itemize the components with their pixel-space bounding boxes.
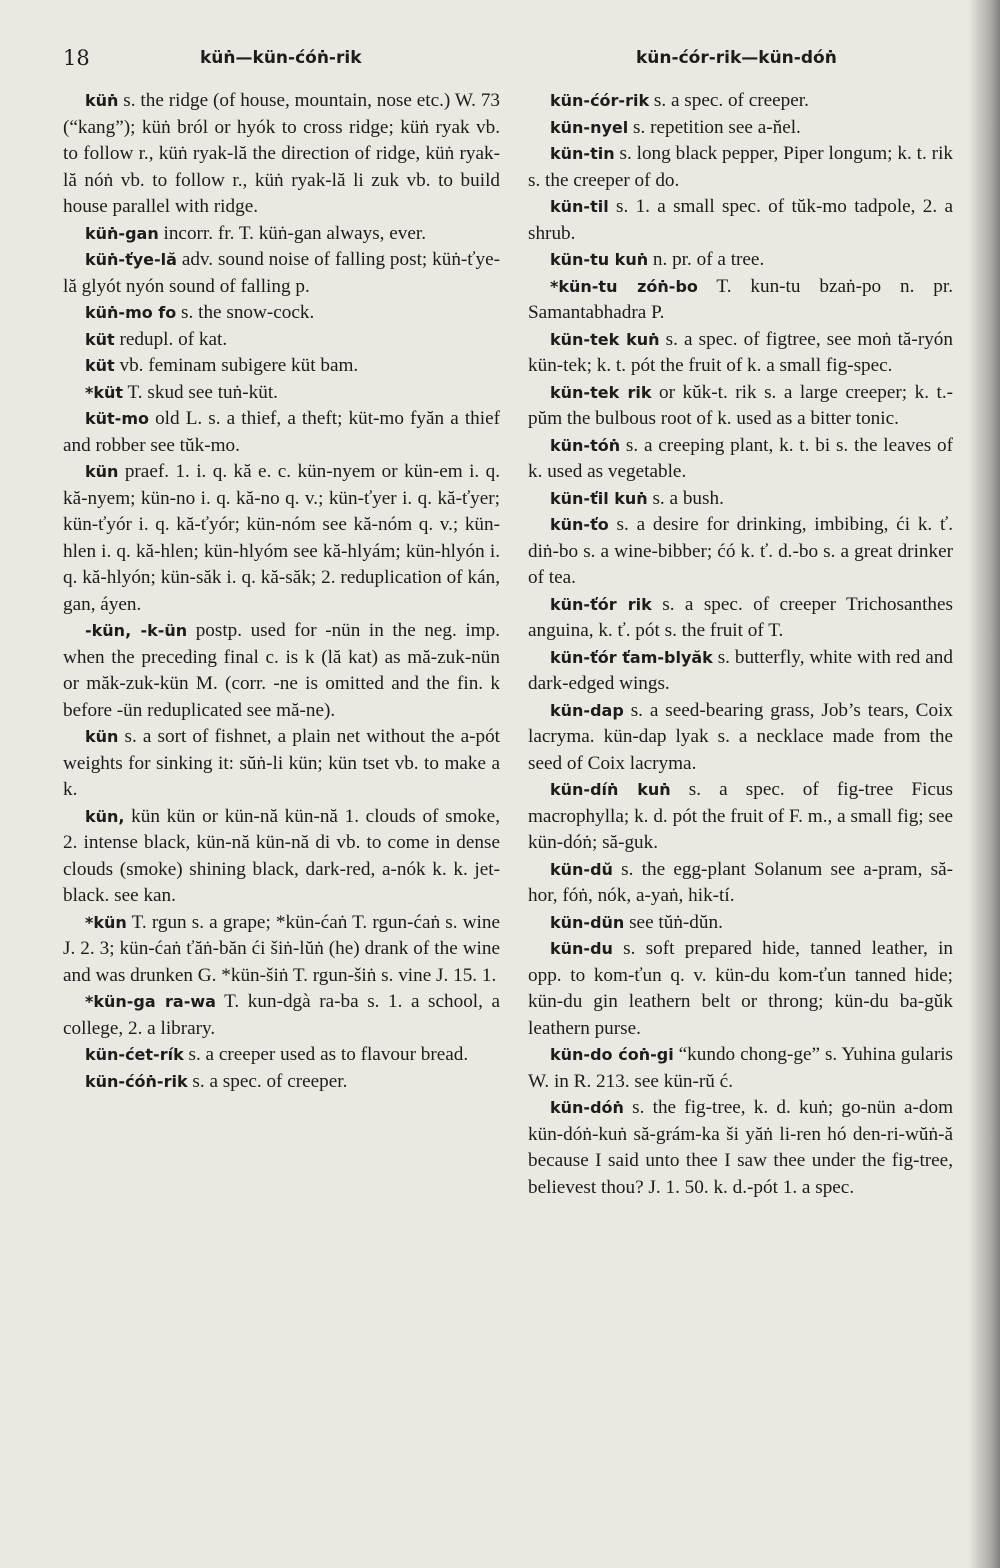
- entry-headword: kün-tóṅ: [550, 435, 621, 455]
- dictionary-entry: [63, 724, 500, 804]
- entry-definition: T. kun-tu bzaṅ-po n. pr. Samantabhadra P.: [528, 275, 953, 323]
- dictionary-entry: [528, 698, 953, 778]
- entry-headword: kün-ťil kuṅ: [550, 488, 648, 508]
- entry-definition: s. a spec. of fig-tree Ficus macrophylla; k. d. pót the fruit of F. m., a small fig; see kün-dóṅ; să-guk.: [528, 779, 953, 853]
- entry-headword: kün-díṅ kuṅ: [550, 780, 671, 799]
- entry-definition: s. a seed-bearing grass, Job’s tears, Coix lacryma. kün-dap lyak s. a necklace made from the seed of Coix lacryma.: [528, 699, 953, 774]
- page-header: [0, 46, 1000, 82]
- dictionary-entry: [528, 380, 953, 433]
- entry-definition: T. skud see tuṅ-küt.: [127, 381, 278, 403]
- dictionary-entry: [528, 936, 953, 1042]
- entry-definition: s. a sort of fishnet, a plain net without the a-pót weights for sinking it: sŭṅ-li kün; kün tset vb. to make a k.: [63, 726, 500, 800]
- dictionary-entry: [528, 777, 953, 857]
- entry-definition: incorr. fr. T. küṅ-gan always, ever.: [163, 222, 427, 244]
- dictionary-entry: [63, 989, 500, 1042]
- dictionary-entry: [528, 141, 953, 194]
- entry-headword: kün-ťór rik: [550, 594, 652, 614]
- dictionary-entry: [528, 512, 953, 592]
- dictionary-entry: [528, 1042, 953, 1095]
- dictionary-entry: [528, 433, 953, 486]
- right-column: [528, 88, 953, 1201]
- entry-headword: *kün-ga ra-wa: [85, 992, 216, 1011]
- dictionary-entry: [528, 115, 953, 142]
- entry-headword: kün-tek kuṅ: [550, 329, 660, 349]
- entry-definition: redupl. of kat.: [119, 328, 228, 350]
- entry-headword: kün-tin: [550, 144, 615, 163]
- entry-headword: *kün-tu zóṅ-bo: [550, 276, 698, 296]
- dictionary-entry: [528, 1095, 953, 1201]
- entry-definition: “kundo chong-ge” s. Yuhina gularis W. in R. 213. see kün-rŭ ć.: [528, 1044, 954, 1092]
- entry-headword: kün,: [85, 806, 125, 826]
- dictionary-entry: [63, 1042, 500, 1069]
- entry-headword: -kün, -k-ün: [85, 621, 188, 640]
- dictionary-entry: [528, 327, 953, 380]
- entry-definition: s. soft prepared hide, tanned leather, in opp. to kom-ťun q. v. kün-du kom-ťun tanned hide; kün-du gin leathern belt or throng; kün-du ba-gŭk leathern purse.: [528, 938, 954, 1039]
- entry-headword: kün-ťór ťam-blyăk: [550, 647, 713, 667]
- entry-definition: see tŭṅ-dŭn.: [629, 911, 723, 933]
- entry-definition: s. the fig-tree, k. d. kuṅ; go-nün a-dom kün-dóṅ-kuṅ să-grám-ka ši yăṅ li-ren hó den-ri-wŭṅ-ă because I said unto thee I saw thee under the fig-tree, believest thou? J. 1. 50. k. d.-pót 1. a spec.: [528, 1097, 953, 1198]
- dictionary-entry: [528, 910, 953, 937]
- entry-definition: praef. 1. i. q. kă e. c. kün-nyem or kün-em i. q. kă-nyem; kün-no i. q. kă-no q. v.; kün-ťyer i. q. kă-ťyer; kün-ťyór i. q. kă-ťyór; kün-nóm see kă-nóm q. v.; kün-hlen i. q. kă-hlen; kün-hlyóm see kă-hlyám; kün-hlyón i. q. kă-hlyón; kün-săk i. q. kă-săk; 2. reduplication of kán, gan, áyen.: [63, 461, 501, 615]
- running-head-right: kün-ćór-rik—kün-dóṅ: [636, 48, 837, 68]
- entry-headword: *küt: [85, 382, 124, 402]
- page-number: 18: [63, 46, 90, 70]
- entry-definition: s. a desire for drinking, imbibing, ći k. ť. diṅ-bo s. a wine-bibber; ćó k. ť. d.-bo s. a great drinker of tea.: [528, 514, 954, 588]
- dictionary-entry: [63, 804, 500, 910]
- entry-definition: s. repetition see a-ňel.: [633, 116, 801, 138]
- dictionary-entry: [528, 247, 953, 274]
- entry-headword: küṅ-mo fo: [85, 303, 177, 322]
- entry-headword: küṅ-gan: [85, 223, 159, 243]
- entry-definition: s. 1. a small spec. of tŭk-mo tadpole, 2. a shrub.: [528, 196, 953, 244]
- dictionary-entry: [63, 247, 500, 300]
- entry-headword: kün-dap: [550, 700, 624, 720]
- entry-definition: postp. used for -nün in the neg. imp. when the preceding final c. is k (lă kat) as mă-zuk-nün or măk-zuk-kün M. (corr. -ne is omitted and the fin. k before -ün reduplicated see mă-ne).: [63, 620, 500, 721]
- entry-definition: s. a creeping plant, k. t. bi s. the leaves of k. used as vegetable.: [528, 434, 953, 482]
- dictionary-entry: [63, 910, 500, 990]
- dictionary-entry: [63, 88, 500, 221]
- dictionary-entry: [528, 645, 953, 698]
- entry-definition: s. a bush.: [652, 487, 724, 509]
- entry-definition: s. a spec. of creeper.: [192, 1070, 348, 1092]
- entry-definition: s. a spec. of creeper.: [653, 90, 809, 111]
- entry-headword: küt: [85, 356, 115, 375]
- entry-headword: kün: [85, 462, 119, 481]
- dictionary-entry: [63, 406, 500, 459]
- entry-headword: kün-tu kuṅ: [550, 250, 649, 269]
- entry-definition: old L. s. a thief, a theft; küt-mo fyăn a thief and robber see tŭk-mo.: [63, 408, 500, 456]
- entry-headword: küṅ: [85, 91, 119, 110]
- entry-definition: s. the snow-cock.: [181, 302, 315, 323]
- entry-definition: T. rgun s. a grape; *kün-ćaṅ T. rgun-ćaṅ s. wine J. 2. 3; kün-ćaṅ ťăṅ-băn ći šiṅ-lŭṅ (he) drank of the wine and was drunken G. *kün-šiṅ T. rgun-šiṅ s. vine J. 15. 1.: [63, 911, 500, 986]
- entry-headword: küt-mo: [85, 409, 149, 428]
- entry-headword: kün-ćór-rik: [550, 91, 650, 110]
- entry-headword: kün-do ćoṅ-gi: [550, 1045, 674, 1064]
- entry-definition: s. a spec. of figtree, see moṅ tă-ryón kün-tek; k. t. pót the fruit of k. a small fig-spec.: [528, 328, 953, 376]
- running-head-left: küṅ—kün-ćóṅ-rik: [200, 48, 362, 68]
- entry-definition: adv. sound noise of falling post; küṅ-ťye-lă glyót nyón sound of falling p.: [63, 249, 500, 297]
- page-edge-shadow: [968, 0, 1000, 1568]
- entry-definition: s. a creeper used as to flavour bread.: [188, 1044, 469, 1065]
- left-column: [63, 88, 500, 1095]
- entry-definition: T. kun-dgà ra-ba s. 1. a school, a college, 2. a library.: [63, 991, 501, 1039]
- entry-definition: s. butterfly, white with red and dark-edged wings.: [528, 646, 953, 694]
- entry-headword: kün-tek rik: [550, 382, 652, 402]
- entry-headword: kün-til: [550, 197, 609, 216]
- entry-headword: kün-dŭ: [550, 859, 613, 879]
- dictionary-entry: [528, 194, 953, 247]
- entry-definition: n. pr. of a tree.: [652, 249, 765, 270]
- entry-headword: küṅ-ťye-lă: [85, 250, 177, 269]
- dictionary-entry: [528, 592, 953, 645]
- dictionary-entry: [63, 459, 500, 618]
- entry-headword: küt: [85, 329, 115, 349]
- dictionary-entry: [528, 88, 953, 115]
- dictionary-entry: [63, 327, 500, 354]
- entry-headword: *kün: [85, 912, 127, 932]
- entry-headword: kün-nyel: [550, 117, 629, 137]
- entry-definition: s. the ridge (of house, mountain, nose etc.) W. 73 (“kang”); küṅ bról or hyók to cross ridge; küṅ ryak vb. to follow r., küṅ ryak-lă the direction of ridge, küṅ ryak-lă nóṅ vb. to follow r., küṅ ryak-lă li zuk vb. to build house parallel with ridge.: [63, 90, 501, 217]
- entry-headword: kün-ťo: [550, 515, 609, 534]
- entry-headword: kün-ćóṅ-rik: [85, 1071, 188, 1091]
- entry-definition: s. long black pepper, Piper longum; k. t. rik s. the creeper of do.: [528, 143, 953, 191]
- dictionary-entry: [63, 618, 500, 724]
- dictionary-entry: [63, 221, 500, 248]
- dictionary-entry: [63, 300, 500, 327]
- dictionary-entry: [528, 274, 953, 327]
- entry-definition: kün kün or kün-nă kün-nă 1. clouds of smoke, 2. intense black, kün-nă kün-nă di vb. to come in dense clouds (smoke) shining black, dark-red, a-nók k. k. jet-black. see kan.: [63, 805, 500, 906]
- entry-definition: vb. feminam subigere küt bam.: [119, 355, 359, 376]
- entry-headword: kün-du: [550, 939, 613, 958]
- entry-definition: s. the egg-plant Solanum see a-pram, să-hor, fóṅ, nók, a-yaṅ, hik-tí.: [528, 858, 954, 906]
- dictionary-entry: [63, 1069, 500, 1096]
- entry-definition: s. a spec. of creeper Trichosanthes anguina, k. ť. pót s. the fruit of T.: [528, 593, 954, 641]
- dictionary-entry: [63, 380, 500, 407]
- entry-definition: or kŭk-t. rik s. a large creeper; k. t.-pŭm the bulbous root of k. used as a bitter tonic.: [528, 381, 954, 429]
- dictionary-entry: [63, 353, 500, 380]
- dictionary-entry: [528, 486, 953, 513]
- entry-headword: kün-ćet-rík: [85, 1045, 184, 1064]
- entry-headword: kün-dün: [550, 912, 625, 932]
- entry-headword: kün-dóṅ: [550, 1098, 624, 1117]
- dictionary-entry: [528, 857, 953, 910]
- entry-headword: kün: [85, 727, 119, 746]
